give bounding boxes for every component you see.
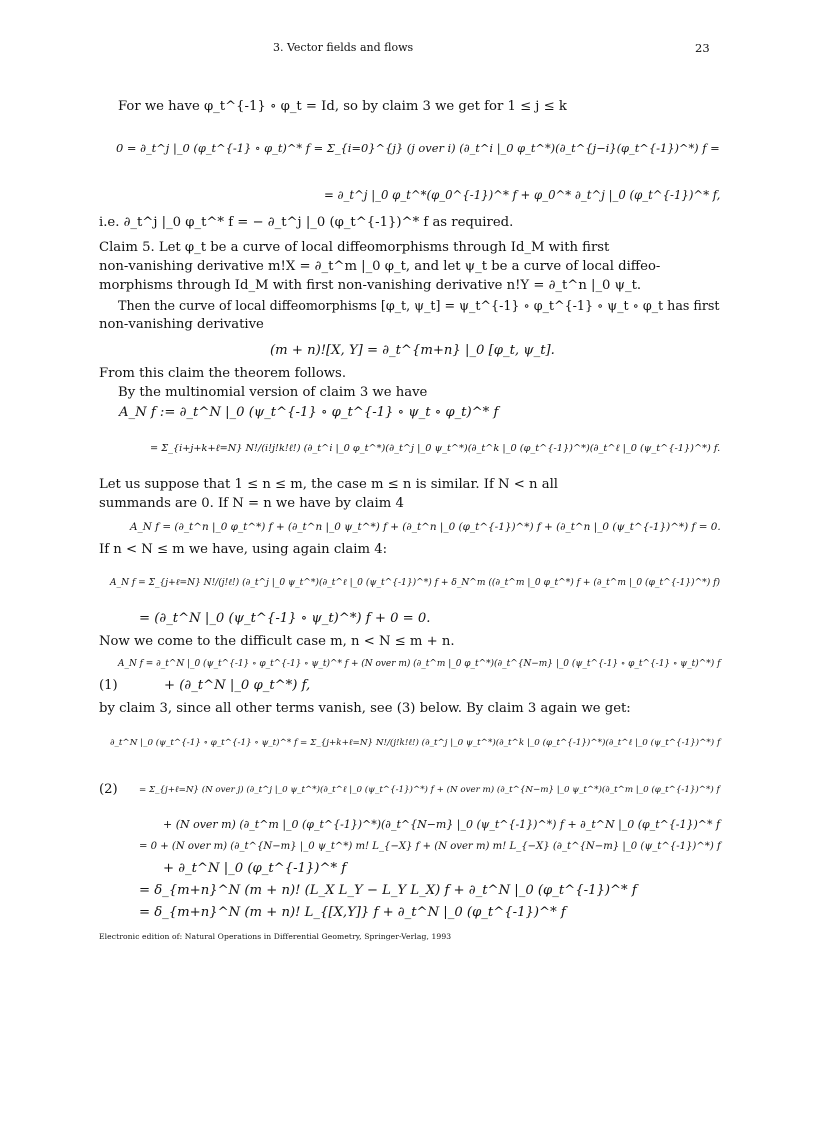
- page-number: 23: [695, 41, 710, 55]
- equation-line: = δ_{m+n}^N (m + n)! (L_X L_Y − L_Y L_X) f + ∂_t^N |_0 (φ_t^{-1})^* f: [139, 883, 637, 898]
- text-line: If n < N ≤ m we have, using again claim 4:: [99, 542, 388, 557]
- text-line: non-vanishing derivative m!X = ∂_t^m |_0 φ_t, and let ψ_t be a curve of local diffeo-: [99, 259, 661, 274]
- equation-line: = Σ_{i+j+k+ℓ=N} N!/(i!j!k!ℓ!) (∂_t^i |_0 φ_t^*)(∂_t^j |_0 ψ_t^*)(∂_t^k |_0 (φ_t^{-1})^*)(∂_t^ℓ |_0 (ψ_t^{-1})^*) f.: [150, 443, 721, 454]
- equation-line: A_N f = (∂_t^n |_0 φ_t^*) f + (∂_t^n |_0 ψ_t^*) f + (∂_t^n |_0 (φ_t^{-1})^*) f + (∂_t^n |_0 (ψ_t^{-1})^*) f = 0.: [130, 521, 721, 533]
- text-line: i.e. ∂_t^j |_0 φ_t^* f = − ∂_t^j |_0 (φ_t^{-1})^* f as required.: [99, 215, 514, 230]
- footer-edition-note: Electronic edition of: Natural Operations in Differential Geometry, Springer-Verlag, 1993: [99, 932, 452, 941]
- text-line: For we have φ_t^{-1} ∘ φ_t = Id, so by claim 3 we get for 1 ≤ j ≤ k: [118, 99, 567, 114]
- text-line: By the multinomial version of claim 3 we have: [118, 385, 428, 400]
- text-line: morphisms through Id_M with first non-vanishing derivative n!Y = ∂_t^n |_0 ψ_t.: [99, 278, 642, 293]
- text-line: non-vanishing derivative: [99, 317, 264, 332]
- equation-line: = δ_{m+n}^N (m + n)! L_{[X,Y]} f + ∂_t^N |_0 (φ_t^{-1})^* f: [139, 905, 566, 920]
- section-title: 3. Vector fields and flows: [273, 41, 414, 54]
- equation-line: A_N f = Σ_{j+ℓ=N} N!/(j!ℓ!) (∂_t^j |_0 ψ_t^*)(∂_t^ℓ |_0 (ψ_t^{-1})^*) f + δ_N^m ((∂_t^m |_0 φ_t^*) f + (∂_t^m |_0 (φ_t^{-1})^*) f): [110, 578, 721, 588]
- equation-line: = Σ_{j+ℓ=N} (N over j) (∂_t^j |_0 ψ_t^*)(∂_t^ℓ |_0 (ψ_t^{-1})^*) f + (N over m) (∂_t^{N−m} |_0 ψ_t^*)(∂_t^m |_0 (φ_t^{-1})^*) f: [139, 785, 720, 795]
- equation-line: A_N f := ∂_t^N |_0 (ψ_t^{-1} ∘ φ_t^{-1} ∘ ψ_t ∘ φ_t)^* f: [119, 405, 499, 420]
- equation-line: = (∂_t^N |_0 (ψ_t^{-1} ∘ ψ_t)^*) f + 0 = 0.: [139, 611, 431, 626]
- equation-line: + (∂_t^N |_0 φ_t^*) f,: [164, 678, 311, 693]
- text-line: summands are 0. If N = n we have by claim 4: [99, 496, 404, 511]
- equation-line: = ∂_t^j |_0 φ_t^*(φ_0^{-1})^* f + φ_0^* ∂_t^j |_0 (φ_t^{-1})^* f,: [324, 188, 721, 202]
- equation-label-1: (1): [99, 678, 118, 693]
- equation-line: ∂_t^N |_0 (ψ_t^{-1} ∘ φ_t^{-1} ∘ ψ_t)^* f = Σ_{j+k+ℓ=N} N!/(j!k!ℓ!) (∂_t^j |_0 ψ_t^*)(∂_t^k |_0 (φ_t^{-1})^*)(∂_t^ℓ |_0 (ψ_t^{-1})^*) f: [110, 738, 721, 748]
- equation-line: = 0 + (N over m) (∂_t^{N−m} |_0 ψ_t^*) m! L_{−X} f + (N over m) m! L_{−X} (∂_t^{N−m} |_0 (ψ_t^{-1})^*) f: [139, 841, 721, 852]
- equation-line: (m + n)![X, Y] = ∂_t^{m+n} |_0 [φ_t, ψ_t].: [270, 343, 555, 358]
- equation-line: A_N f = ∂_t^N |_0 (ψ_t^{-1} ∘ φ_t^{-1} ∘ ψ_t)^* f + (N over m) (∂_t^m |_0 φ_t^*)(∂_t^{N−m} |_0 (ψ_t^{-1} ∘ φ_t^{-1} ∘ ψ_t)^*) f: [118, 659, 721, 669]
- text-line: From this claim the theorem follows.: [99, 366, 347, 381]
- equation-line: 0 = ∂_t^j |_0 (φ_t^{-1} ∘ φ_t)^* f = Σ_{i=0}^{j} (j over i) (∂_t^i |_0 φ_t^*)(∂_t^{j−i}(φ_t^{-1})^*) f =: [116, 141, 720, 155]
- claim-5-heading: Claim 5. Let φ_t be a curve of local diffeomorphisms through Id_M with first: [99, 240, 610, 255]
- text-line: Now we come to the difficult case m, n < N ≤ m + n.: [99, 634, 455, 649]
- equation-line: + (N over m) (∂_t^m |_0 (φ_t^{-1})^*)(∂_t^{N−m} |_0 (ψ_t^{-1})^*) f + ∂_t^N |_0 (φ_t^{-1})^* f: [163, 818, 721, 831]
- text-line: by claim 3, since all other terms vanish, see (3) below. By claim 3 again we get:: [99, 701, 631, 716]
- equation-line: + ∂_t^N |_0 (φ_t^{-1})^* f: [163, 861, 347, 876]
- text-line: Let us suppose that 1 ≤ n ≤ m, the case m ≤ n is similar. If N < n all: [99, 477, 559, 492]
- equation-label-2: (2): [99, 782, 118, 797]
- text-line: Then the curve of local diffeomorphisms [φ_t, ψ_t] = ψ_t^{-1} ∘ φ_t^{-1} ∘ ψ_t ∘ φ_t has first: [118, 298, 720, 313]
